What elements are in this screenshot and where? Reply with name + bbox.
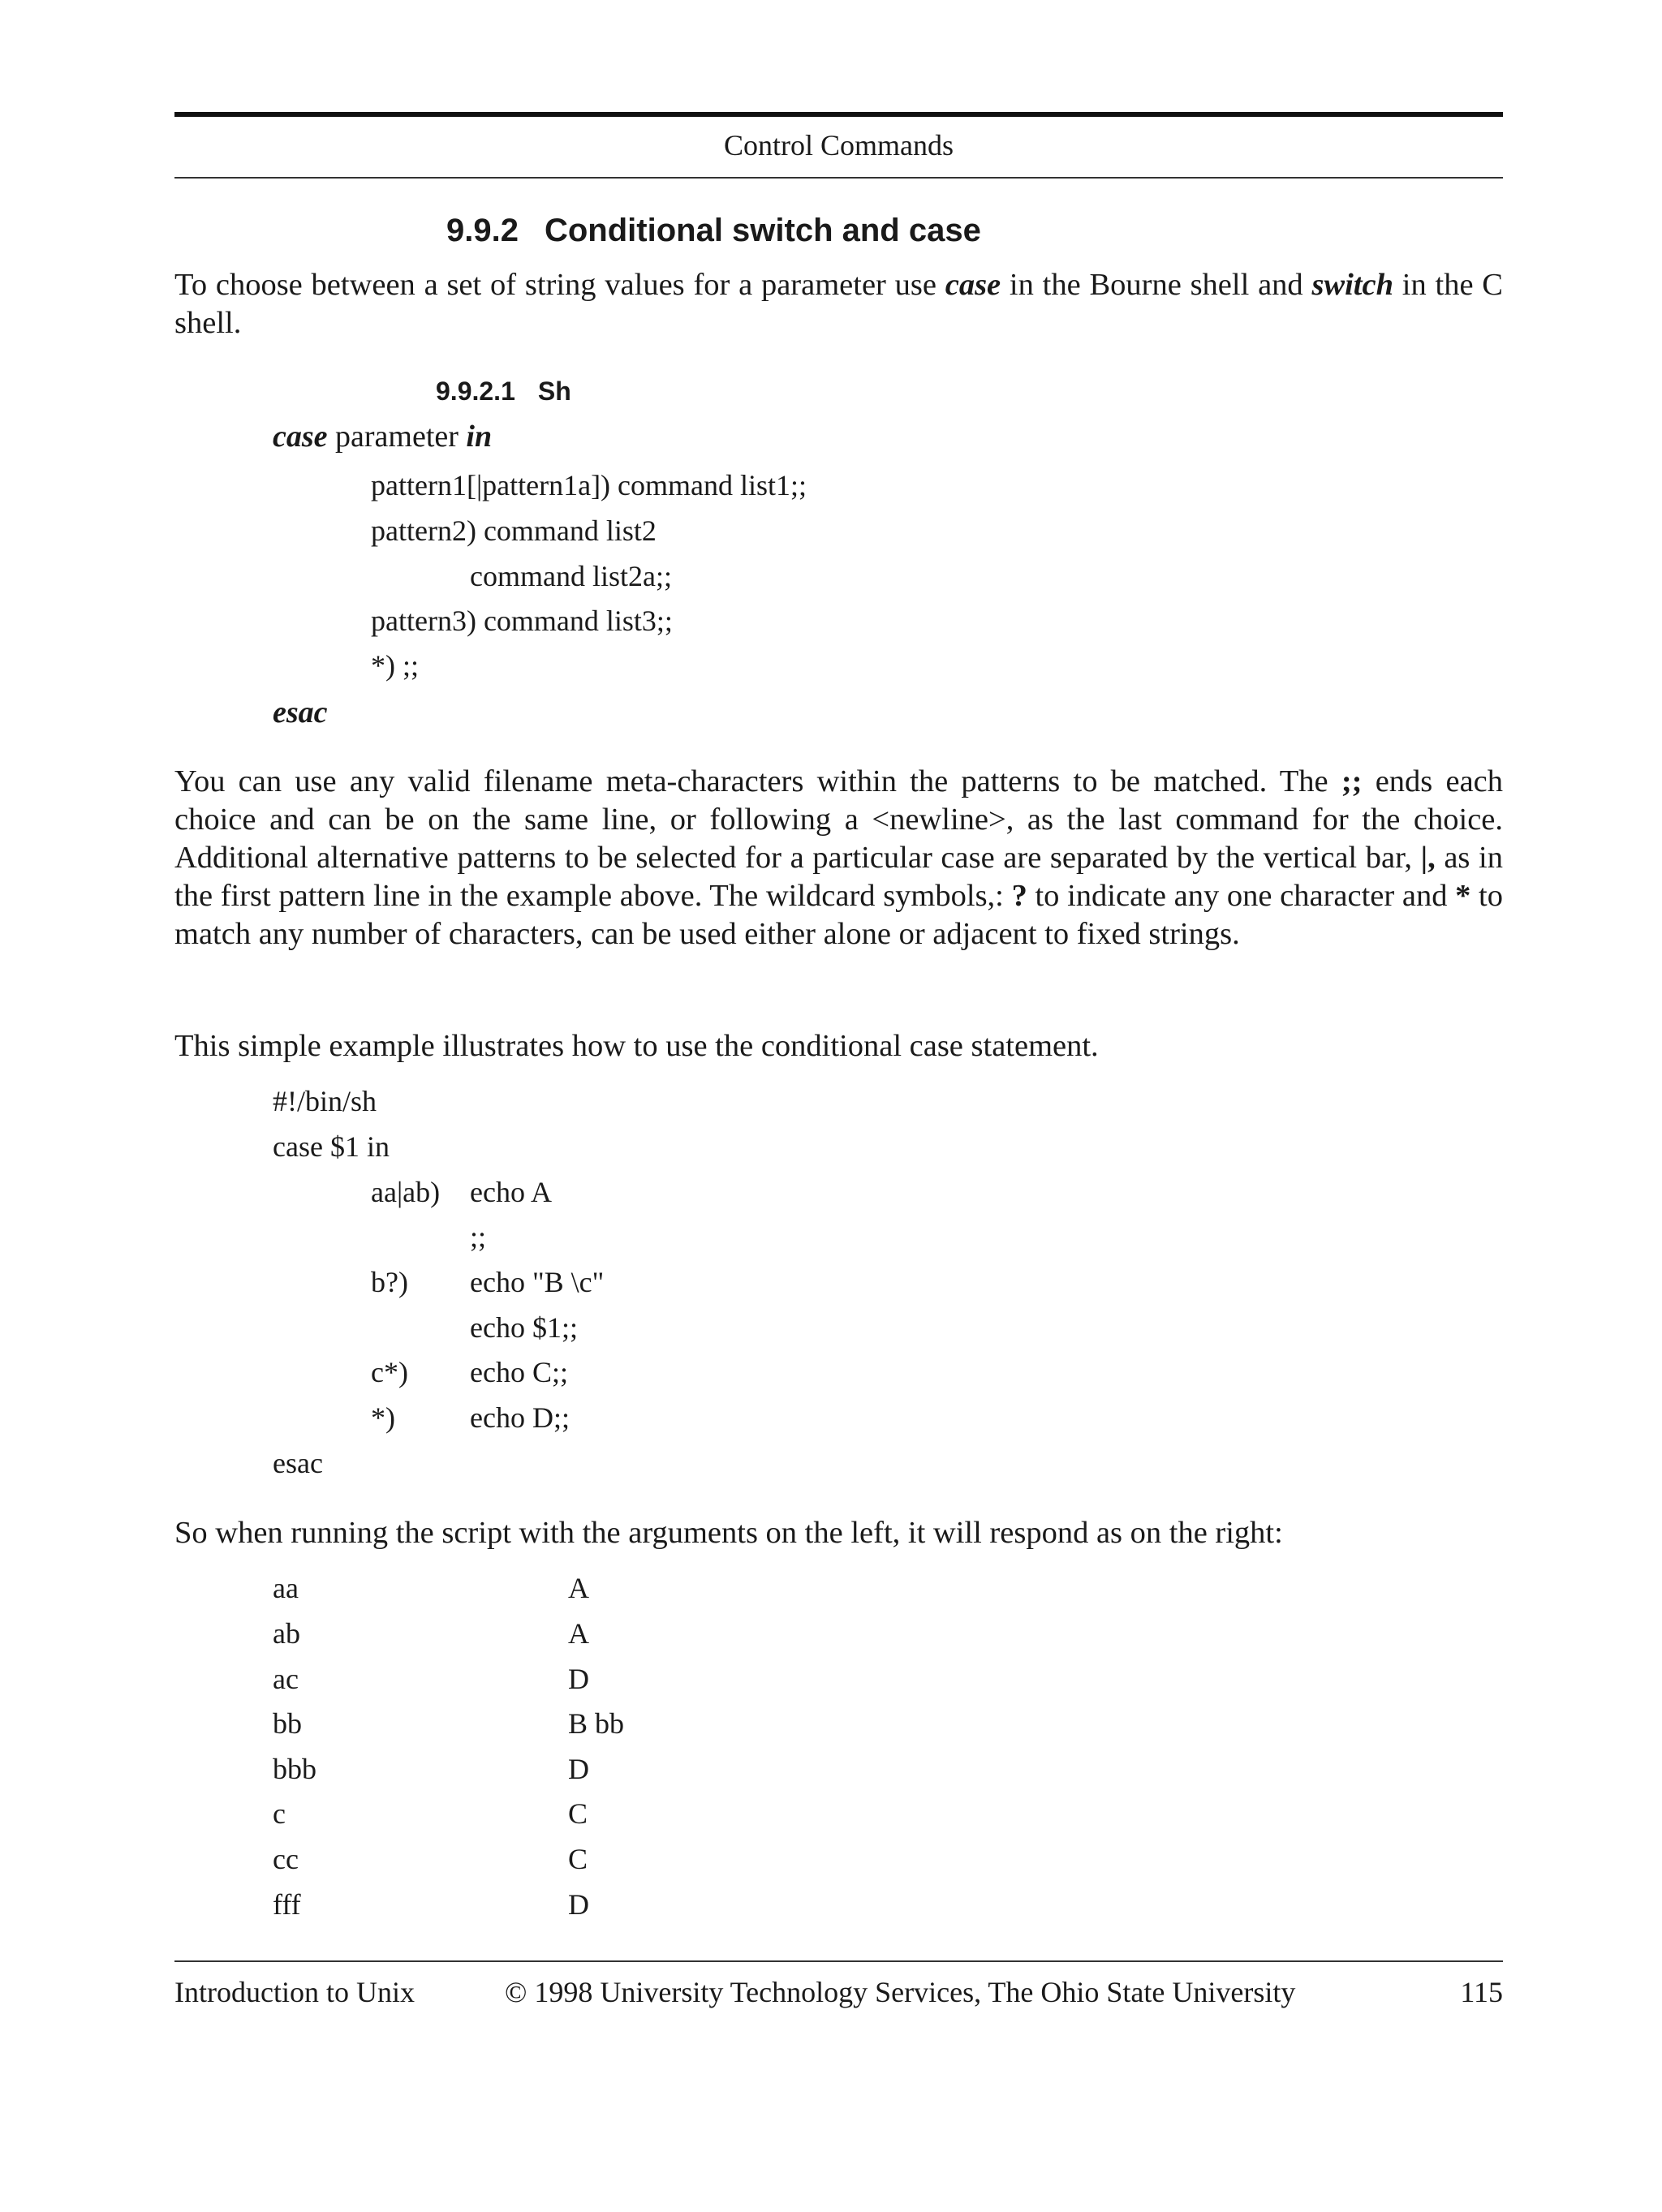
header-rule: [174, 177, 1503, 179]
result-output: D: [568, 1888, 589, 1921]
result-output: D: [568, 1753, 589, 1785]
footer-book-title: Introduction to Unix: [174, 1976, 415, 2008]
syntax-line: pattern3) command list3;;: [371, 605, 673, 637]
syntax-line: pattern1[|pattern1a]) command list1;;: [371, 469, 807, 501]
subsection-title: Sh: [537, 377, 571, 406]
page-number: 115: [1460, 1976, 1503, 2008]
subsection-heading: [436, 377, 571, 407]
results-intro: So when running the script with the arguments on the left, it will respond as on the right:: [174, 1516, 1283, 1550]
script-pattern: aa|ab): [371, 1176, 441, 1208]
keyword-case: case: [945, 268, 1001, 302]
result-arg: cc: [273, 1843, 299, 1875]
script-command: echo A: [470, 1176, 552, 1208]
syntax-line: command list2a;;: [470, 560, 672, 592]
syntax-case-line: case parameter in: [273, 420, 493, 454]
keyword-switch: switch: [1311, 268, 1393, 302]
example-intro: This simple example illustrates how to use the conditional case statement.: [174, 1029, 1099, 1063]
result-output: C: [568, 1843, 588, 1875]
section-title: Conditional switch and case: [544, 213, 981, 248]
top-rule: [174, 112, 1503, 117]
result-arg: ab: [273, 1617, 300, 1650]
footer-rule: [174, 1960, 1503, 1962]
result-output: B bb: [568, 1707, 625, 1740]
running-header: Control Commands: [723, 129, 954, 161]
script-command: echo C;;: [470, 1356, 568, 1388]
syntax-esac: esac: [273, 695, 328, 729]
result-output: A: [568, 1572, 589, 1604]
result-output: D: [568, 1663, 589, 1695]
section-number: 9.9.2: [446, 213, 519, 248]
subsection-number: 9.9.2.1: [436, 377, 515, 406]
script-command: echo "B \c": [470, 1266, 605, 1298]
result-output: C: [568, 1797, 588, 1830]
script-pattern: *): [371, 1401, 395, 1434]
script-command: echo D;;: [470, 1401, 570, 1434]
script-shebang: #!/bin/sh: [273, 1085, 377, 1117]
result-arg: bb: [273, 1707, 302, 1740]
result-output: A: [568, 1617, 589, 1650]
script-esac: esac: [273, 1447, 323, 1479]
result-arg: bbb: [273, 1753, 316, 1785]
script-command: ;;: [470, 1220, 487, 1253]
result-arg: aa: [273, 1572, 299, 1604]
script-pattern: c*): [371, 1356, 408, 1388]
result-arg: ac: [273, 1663, 299, 1695]
syntax-line: pattern2) command list2: [371, 514, 657, 547]
result-arg: fff: [273, 1888, 301, 1921]
intro-paragraph: To choose between a set of string values for a parameter use case in the Bourne shell and switch in the C shell.: [174, 268, 1503, 340]
script-command: echo $1;;: [470, 1311, 578, 1344]
script-pattern: b?): [371, 1266, 408, 1298]
section-heading: [446, 213, 981, 249]
syntax-line: *) ;;: [371, 649, 419, 682]
result-arg: c: [273, 1797, 286, 1830]
footer-copyright: © 1998 University Technology Services, The Ohio State University: [505, 1976, 1296, 2008]
script-case-line: case $1 in: [273, 1130, 390, 1163]
explanation-paragraph: You can use any valid filename meta-characters within the patterns to be matched. The ;; ends each choice and can be on the same line, or following a <newline>, as the last command for the choice. Additional alternative patterns to be selected for a particular case are separated by the vertical bar, |, as in the first pattern line in the example above. The wildcard symbols,: ? to indicate any one character and * to match any number of characters, can be used either alone or adjacent to fixed strings.: [174, 764, 1503, 951]
